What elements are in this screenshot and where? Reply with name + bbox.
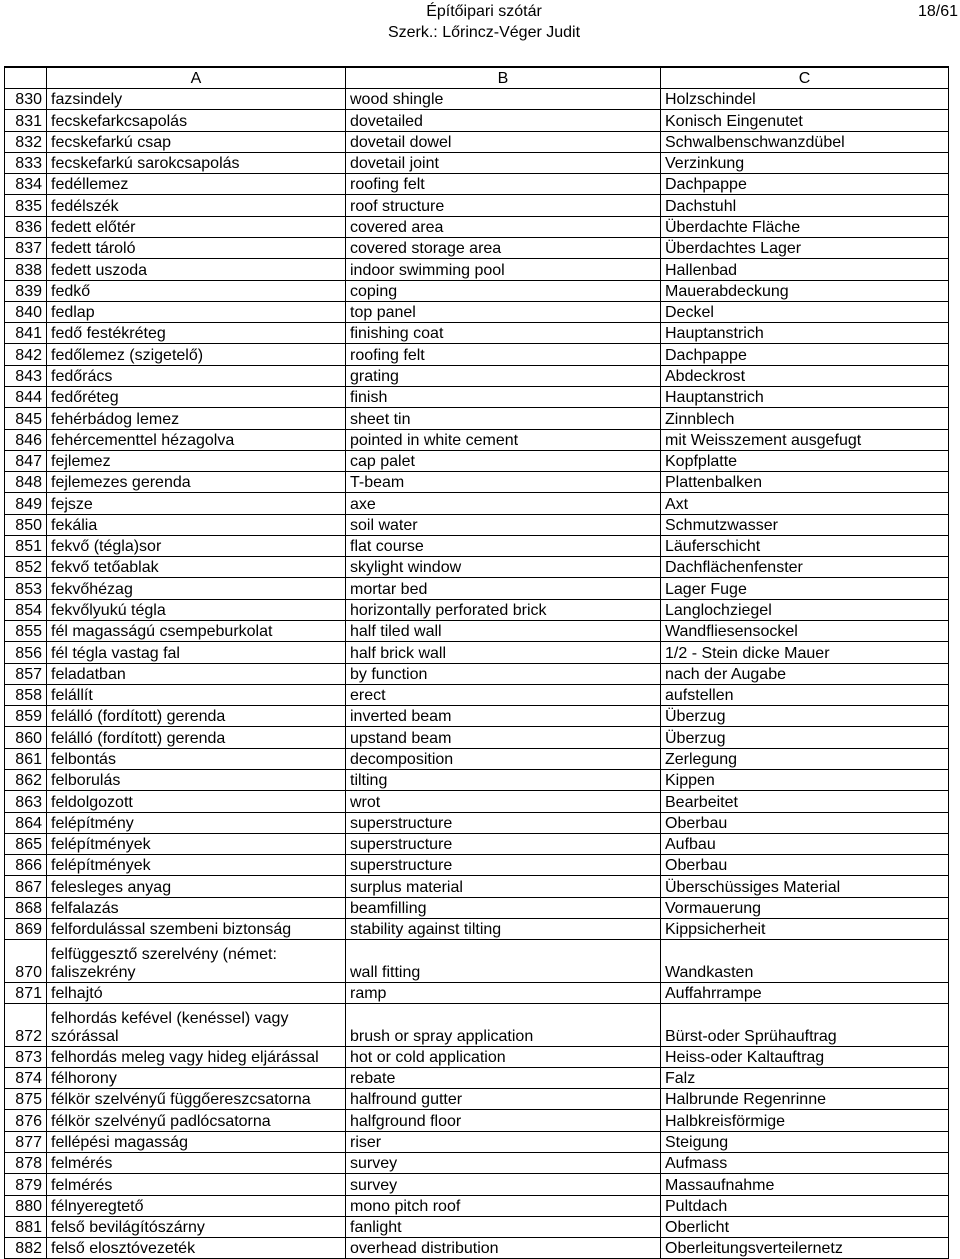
english-term: skylight window: [346, 557, 661, 578]
german-term: Oberlicht: [661, 1216, 949, 1237]
hungarian-term: fehérbádog lemez: [47, 408, 346, 429]
english-term: indoor swimming pool: [346, 259, 661, 280]
german-term: Hauptanstrich: [661, 386, 949, 407]
hungarian-term: fekália: [47, 514, 346, 535]
entry-number: 859: [5, 706, 47, 727]
german-term: Deckel: [661, 301, 949, 322]
column-header-row: [5, 67, 949, 89]
document-title: Építőipari szótár: [426, 3, 542, 20]
table-row: [5, 323, 949, 344]
table-row: [5, 706, 949, 727]
entry-number: 849: [5, 493, 47, 514]
english-term: half brick wall: [346, 642, 661, 663]
german-term: Heiss-oder Kaltauftrag: [661, 1046, 949, 1067]
column-header-b: B: [346, 67, 661, 89]
english-term: horizontally perforated brick: [346, 599, 661, 620]
entry-number: 851: [5, 535, 47, 556]
english-term: halfground floor: [346, 1110, 661, 1131]
table-row: [5, 280, 949, 301]
english-term: decomposition: [346, 748, 661, 769]
english-term: by function: [346, 663, 661, 684]
german-term: Läuferschicht: [661, 535, 949, 556]
german-term: Aufmass: [661, 1152, 949, 1173]
hungarian-term: fedő festékréteg: [47, 323, 346, 344]
entry-number: 857: [5, 663, 47, 684]
hungarian-term: fedőrács: [47, 365, 346, 386]
german-term: Schwalbenschwanzdübel: [661, 131, 949, 152]
german-term: Überzug: [661, 727, 949, 748]
german-term: Oberleitungsverteilernetz: [661, 1238, 949, 1259]
german-term: Massaufnahme: [661, 1174, 949, 1195]
english-term: superstructure: [346, 855, 661, 876]
entry-number: 830: [5, 89, 47, 110]
hungarian-term: felálló (fordított) gerenda: [47, 706, 346, 727]
entry-number: 852: [5, 557, 47, 578]
hungarian-term: felállít: [47, 684, 346, 705]
german-term: Wandkasten: [661, 940, 949, 983]
dictionary-body: [5, 89, 949, 1259]
hungarian-term: feladatban: [47, 663, 346, 684]
entry-number: 863: [5, 791, 47, 812]
english-term: soil water: [346, 514, 661, 535]
entry-number: 869: [5, 918, 47, 939]
german-term: Oberbau: [661, 812, 949, 833]
english-term: ramp: [346, 982, 661, 1003]
english-term: pointed in white cement: [346, 429, 661, 450]
table-row: [5, 770, 949, 791]
hungarian-term: felhordás kefével (kenéssel) vagy szórással: [47, 1004, 346, 1047]
table-row: [5, 812, 949, 833]
english-term: upstand beam: [346, 727, 661, 748]
entry-number: 847: [5, 450, 47, 471]
entry-number: 854: [5, 599, 47, 620]
table-row: [5, 918, 949, 939]
table-row: [5, 110, 949, 131]
german-term: Wandfliesensockel: [661, 621, 949, 642]
english-term: halfround gutter: [346, 1089, 661, 1110]
german-term: Bürst-oder Sprühauftrag: [661, 1004, 949, 1047]
german-term: Kippen: [661, 770, 949, 791]
table-row: [5, 493, 949, 514]
german-term: Pultdach: [661, 1195, 949, 1216]
table-row: [5, 1110, 949, 1131]
english-term: inverted beam: [346, 706, 661, 727]
hungarian-term: fél tégla vastag fal: [47, 642, 346, 663]
german-term: Kopfplatte: [661, 450, 949, 471]
page-header: [0, 0, 960, 66]
english-term: T-beam: [346, 472, 661, 493]
english-term: wall fitting: [346, 940, 661, 983]
hungarian-term: fedett uszoda: [47, 259, 346, 280]
german-term: Zinnblech: [661, 408, 949, 429]
english-term: dovetailed: [346, 110, 661, 131]
table-row: [5, 1131, 949, 1152]
english-term: flat course: [346, 535, 661, 556]
table-row: [5, 940, 949, 983]
english-term: roofing felt: [346, 174, 661, 195]
entry-number: 836: [5, 216, 47, 237]
english-term: axe: [346, 493, 661, 514]
hungarian-term: felhordás meleg vagy hideg eljárással: [47, 1046, 346, 1067]
table-row: [5, 557, 949, 578]
entry-number: 868: [5, 897, 47, 918]
entry-number: 872: [5, 1004, 47, 1047]
german-term: 1/2 - Stein dicke Mauer: [661, 642, 949, 663]
entry-number: 840: [5, 301, 47, 322]
entry-number: 848: [5, 472, 47, 493]
entry-number: 831: [5, 110, 47, 131]
table-row: [5, 174, 949, 195]
table-row: [5, 791, 949, 812]
hungarian-term: felépítmény: [47, 812, 346, 833]
hungarian-term: fedéllemez: [47, 174, 346, 195]
english-term: survey: [346, 1152, 661, 1173]
english-term: brush or spray application: [346, 1004, 661, 1047]
table-row: [5, 621, 949, 642]
entry-number: 832: [5, 131, 47, 152]
entry-number: 882: [5, 1238, 47, 1259]
hungarian-term: fekvő tetőablak: [47, 557, 346, 578]
german-term: Überschüssiges Material: [661, 876, 949, 897]
german-term: aufstellen: [661, 684, 949, 705]
entry-number: 843: [5, 365, 47, 386]
entry-number: 850: [5, 514, 47, 535]
entry-number: 879: [5, 1174, 47, 1195]
entry-number: 864: [5, 812, 47, 833]
table-row: [5, 599, 949, 620]
hungarian-term: fellépési magasság: [47, 1131, 346, 1152]
entry-number: 865: [5, 833, 47, 854]
hungarian-term: felső elosztóvezeték: [47, 1238, 346, 1259]
entry-number: 839: [5, 280, 47, 301]
english-term: erect: [346, 684, 661, 705]
entry-number: 846: [5, 429, 47, 450]
german-term: mit Weisszement ausgefugt: [661, 429, 949, 450]
hungarian-term: felső bevilágítószárny: [47, 1216, 346, 1237]
hungarian-term: felmérés: [47, 1152, 346, 1173]
table-row: [5, 259, 949, 280]
hungarian-term: fedett előtér: [47, 216, 346, 237]
german-term: Dachpappe: [661, 174, 949, 195]
hungarian-term: félnyeregtető: [47, 1195, 346, 1216]
entry-number: 878: [5, 1152, 47, 1173]
hungarian-term: fekvő (tégla)sor: [47, 535, 346, 556]
table-row: [5, 535, 949, 556]
german-term: Halbrunde Regenrinne: [661, 1089, 949, 1110]
german-term: Bearbeitet: [661, 791, 949, 812]
table-row: [5, 727, 949, 748]
entry-number: 844: [5, 386, 47, 407]
german-term: Oberbau: [661, 855, 949, 876]
german-term: Dachpappe: [661, 344, 949, 365]
table-row: [5, 237, 949, 258]
german-term: Langlochziegel: [661, 599, 949, 620]
hungarian-term: fejlemezes gerenda: [47, 472, 346, 493]
german-term: Steigung: [661, 1131, 949, 1152]
english-term: superstructure: [346, 833, 661, 854]
english-term: covered storage area: [346, 237, 661, 258]
table-row: [5, 344, 949, 365]
table-row: [5, 1174, 949, 1195]
table-row: [5, 1195, 949, 1216]
table-row: [5, 1089, 949, 1110]
entry-number: 845: [5, 408, 47, 429]
german-term: Überzug: [661, 706, 949, 727]
german-term: Dachflächenfenster: [661, 557, 949, 578]
english-term: survey: [346, 1174, 661, 1195]
table-row: [5, 1152, 949, 1173]
hungarian-term: felmérés: [47, 1174, 346, 1195]
hungarian-term: felfalazás: [47, 897, 346, 918]
table-row: [5, 131, 949, 152]
german-term: Vormauerung: [661, 897, 949, 918]
german-term: Konisch Eingenutet: [661, 110, 949, 131]
hungarian-term: fazsindely: [47, 89, 346, 110]
german-term: Überdachte Fläche: [661, 216, 949, 237]
english-term: covered area: [346, 216, 661, 237]
hungarian-term: fedőlemez (szigetelő): [47, 344, 346, 365]
english-term: finish: [346, 386, 661, 407]
table-row: [5, 195, 949, 216]
english-term: roofing felt: [346, 344, 661, 365]
hungarian-term: fedőréteg: [47, 386, 346, 407]
table-row: [5, 897, 949, 918]
english-term: surplus material: [346, 876, 661, 897]
hungarian-term: felhajtó: [47, 982, 346, 1003]
english-term: dovetail joint: [346, 152, 661, 173]
hungarian-term: fecskefarkú csap: [47, 131, 346, 152]
german-term: nach der Augabe: [661, 663, 949, 684]
document-editor: Szerk.: Lőrincz-Véger Judit: [387, 24, 581, 41]
entry-number: 841: [5, 323, 47, 344]
entry-number: 834: [5, 174, 47, 195]
table-row: [5, 1067, 949, 1088]
entry-number: 837: [5, 237, 47, 258]
table-row: [5, 429, 949, 450]
dictionary-table: [4, 66, 949, 1259]
page-number: 18/61: [917, 3, 958, 20]
english-term: grating: [346, 365, 661, 386]
english-term: superstructure: [346, 812, 661, 833]
german-term: Aufbau: [661, 833, 949, 854]
entry-number: 880: [5, 1195, 47, 1216]
table-row: [5, 663, 949, 684]
hungarian-term: fecskefarkú sarokcsapolás: [47, 152, 346, 173]
english-term: fanlight: [346, 1216, 661, 1237]
hungarian-term: félhorony: [47, 1067, 346, 1088]
entry-number: 875: [5, 1089, 47, 1110]
entry-number: 874: [5, 1067, 47, 1088]
english-term: rebate: [346, 1067, 661, 1088]
column-header-c: C: [661, 67, 949, 89]
table-row: [5, 684, 949, 705]
table-row: [5, 876, 949, 897]
german-term: Dachstuhl: [661, 195, 949, 216]
english-term: top panel: [346, 301, 661, 322]
hungarian-term: félkör szelvényű függőereszcsatorna: [47, 1089, 346, 1110]
english-term: mono pitch roof: [346, 1195, 661, 1216]
hungarian-term: felfüggesztő szerelvény (német: faliszekrény: [47, 940, 346, 983]
german-term: Plattenbalken: [661, 472, 949, 493]
table-row: [5, 152, 949, 173]
hungarian-term: félkör szelvényű padlócsatorna: [47, 1110, 346, 1131]
entry-number: 870: [5, 940, 47, 983]
entry-number: 877: [5, 1131, 47, 1152]
hungarian-term: feldolgozott: [47, 791, 346, 812]
german-term: Mauerabdeckung: [661, 280, 949, 301]
hungarian-term: felbontás: [47, 748, 346, 769]
hungarian-term: fehércementtel hézagolva: [47, 429, 346, 450]
hungarian-term: fedélszék: [47, 195, 346, 216]
hungarian-term: felborulás: [47, 770, 346, 791]
german-term: Hauptanstrich: [661, 323, 949, 344]
table-row: [5, 578, 949, 599]
table-row: [5, 1216, 949, 1237]
entry-number: 853: [5, 578, 47, 599]
german-term: Verzinkung: [661, 152, 949, 173]
entry-number: 856: [5, 642, 47, 663]
table-row: [5, 1004, 949, 1047]
english-term: wrot: [346, 791, 661, 812]
english-term: roof structure: [346, 195, 661, 216]
english-term: beamfilling: [346, 897, 661, 918]
column-header-a: A: [47, 67, 346, 89]
entry-number: 873: [5, 1046, 47, 1067]
table-row: [5, 855, 949, 876]
table-row: [5, 386, 949, 407]
entry-number: 842: [5, 344, 47, 365]
german-term: Abdeckrost: [661, 365, 949, 386]
entry-number: 881: [5, 1216, 47, 1237]
english-term: mortar bed: [346, 578, 661, 599]
english-term: tilting: [346, 770, 661, 791]
german-term: Falz: [661, 1067, 949, 1088]
table-row: [5, 216, 949, 237]
entry-number: 855: [5, 621, 47, 642]
english-term: sheet tin: [346, 408, 661, 429]
german-term: Halbkreisförmige: [661, 1110, 949, 1131]
entry-number: 862: [5, 770, 47, 791]
english-term: overhead distribution: [346, 1238, 661, 1259]
column-header-number: [5, 67, 47, 89]
table-row: [5, 89, 949, 110]
table-row: [5, 365, 949, 386]
english-term: hot or cold application: [346, 1046, 661, 1067]
table-row: [5, 748, 949, 769]
english-term: dovetail dowel: [346, 131, 661, 152]
german-term: Überdachtes Lager: [661, 237, 949, 258]
german-term: Lager Fuge: [661, 578, 949, 599]
entry-number: 861: [5, 748, 47, 769]
hungarian-term: fekvőhézag: [47, 578, 346, 599]
german-term: Schmutzwasser: [661, 514, 949, 535]
hungarian-term: felesleges anyag: [47, 876, 346, 897]
entry-number: 876: [5, 1110, 47, 1131]
hungarian-term: felépítmények: [47, 855, 346, 876]
table-row: [5, 982, 949, 1003]
german-term: Auffahrrampe: [661, 982, 949, 1003]
english-term: stability against tilting: [346, 918, 661, 939]
german-term: Kippsicherheit: [661, 918, 949, 939]
english-term: riser: [346, 1131, 661, 1152]
hungarian-term: felfordulással szembeni biztonság: [47, 918, 346, 939]
hungarian-term: felálló (fordított) gerenda: [47, 727, 346, 748]
hungarian-term: fekvőlyukú tégla: [47, 599, 346, 620]
entry-number: 838: [5, 259, 47, 280]
table-row: [5, 1238, 949, 1259]
table-row: [5, 408, 949, 429]
entry-number: 833: [5, 152, 47, 173]
hungarian-term: fedlap: [47, 301, 346, 322]
hungarian-term: fedett tároló: [47, 237, 346, 258]
table-row: [5, 833, 949, 854]
german-term: Axt: [661, 493, 949, 514]
german-term: Holzschindel: [661, 89, 949, 110]
hungarian-term: fejlemez: [47, 450, 346, 471]
german-term: Zerlegung: [661, 748, 949, 769]
german-term: Hallenbad: [661, 259, 949, 280]
english-term: cap palet: [346, 450, 661, 471]
entry-number: 866: [5, 855, 47, 876]
entry-number: 835: [5, 195, 47, 216]
entry-number: 860: [5, 727, 47, 748]
hungarian-term: fél magasságú csempeburkolat: [47, 621, 346, 642]
entry-number: 871: [5, 982, 47, 1003]
hungarian-term: fedkő: [47, 280, 346, 301]
table-row: [5, 1046, 949, 1067]
english-term: finishing coat: [346, 323, 661, 344]
english-term: wood shingle: [346, 89, 661, 110]
table-row: [5, 472, 949, 493]
entry-number: 867: [5, 876, 47, 897]
english-term: half tiled wall: [346, 621, 661, 642]
english-term: coping: [346, 280, 661, 301]
hungarian-term: felépítmények: [47, 833, 346, 854]
hungarian-term: fecskefarkcsapolás: [47, 110, 346, 131]
table-row: [5, 450, 949, 471]
table-row: [5, 642, 949, 663]
table-row: [5, 514, 949, 535]
hungarian-term: fejsze: [47, 493, 346, 514]
table-row: [5, 301, 949, 322]
entry-number: 858: [5, 684, 47, 705]
